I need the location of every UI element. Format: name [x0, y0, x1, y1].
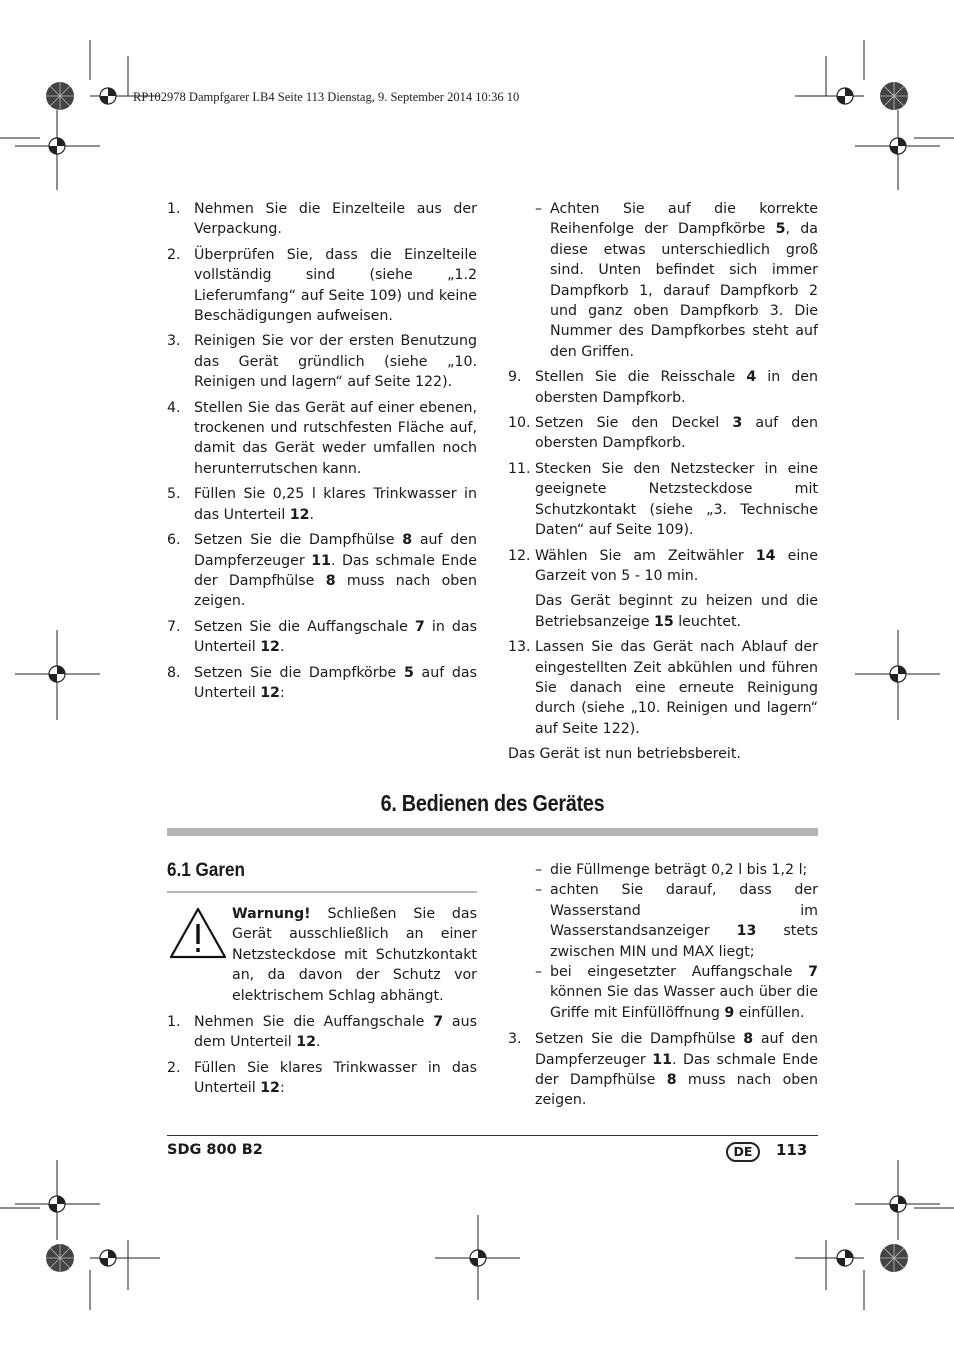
step-number: 3.	[508, 1031, 522, 1048]
step-text: Nehmen Sie die Auffangschale 7 aus dem Unterteil 12.	[194, 1014, 477, 1051]
step-number: 1.	[167, 1014, 181, 1031]
setup-step-9	[508, 367, 818, 408]
subsection-title: 6.1 Garen	[167, 860, 245, 881]
fill-note-1: – die Füllmenge beträgt 0,2 l bis 1,2 l;	[535, 862, 808, 878]
setup-steps-right	[508, 199, 818, 765]
footer-model: SDG 800 B2	[167, 1142, 263, 1158]
step-text: Setzen Sie die Dampfhülse 8 auf den Dampferzeuger 11. Das schmale Ende der Dampfhülse 8 muss nach oben zeigen.	[535, 1031, 818, 1109]
step-number: 1.	[167, 201, 181, 217]
garen-step-3	[508, 1029, 818, 1111]
step-text: Füllen Sie 0,25 l klares Trinkwasser in das Unterteil 12.	[194, 486, 477, 523]
step-number: 2.	[167, 246, 181, 263]
fill-note-2: – achten Sie darauf, dass der Wasserstand im Wasserstandsanzeiger 13 stets zwischen MIN und MAX liegt;	[535, 882, 818, 960]
setup-step-8	[167, 663, 477, 704]
dampfkorb-order-note: – Achten Sie auf die korrekte Reihenfolge der Dampfkörbe 5, da diese etwas unterschiedlich groß sind. Unten befindet sich immer Dampfkorb 1, darauf Dampfkorb 2 und ganz oben Dampfkorb 3. Die Nummer des Dampfkorbes steht auf den Griffen.	[535, 201, 818, 360]
setup-step-7	[167, 617, 477, 658]
step-text: Setzen Sie die Dampfhülse 8 auf den Dampferzeuger 11. Das schmale Ende der Dampfhülse 8 muss nach oben zeigen.	[194, 532, 477, 610]
step-number: 10.	[508, 415, 531, 432]
setup-steps-left	[167, 199, 477, 708]
step-number: 3.	[167, 333, 181, 350]
setup-step-2	[167, 245, 477, 327]
step-text: Überprüfen Sie, dass die Einzelteile vollständig sind (siehe „1.2 Lieferumfang“ auf Seite 109) und keine Beschädigungen aufweisen.	[194, 246, 477, 325]
step-text: Stecken Sie den Netzstecker in eine geeignete Netzsteckdose mit Schutzkontakt (siehe „3. Technische Daten“ auf Seite 109).	[535, 460, 818, 539]
warning-text: Warnung! Schließen Sie das Gerät ausschließlich an einer Netzsteckdose mit Schutzkontakt an, da davon der Schutz vor elektrischem Schlag abhängt.	[232, 906, 477, 1004]
ready-text: Das Gerät ist nun betriebsbereit.	[508, 746, 741, 763]
step-number: 12.	[508, 547, 531, 564]
step-text: Reinigen Sie vor der ersten Benutzung das Gerät gründlich (siehe „10. Reinigen und lagern“ auf Seite 122).	[194, 333, 477, 391]
footer-rule	[167, 1135, 818, 1136]
step-number: 2.	[167, 1059, 181, 1076]
setup-step-1	[167, 199, 477, 240]
garen-step-2	[167, 1058, 477, 1099]
setup-step-6	[167, 530, 477, 612]
section-title: 6. Bedienen des Gerätes	[380, 790, 605, 816]
setup-step-3	[167, 331, 477, 392]
step-number: 6.	[167, 532, 181, 549]
setup-step-11	[508, 459, 818, 541]
subsection-underline	[167, 891, 477, 893]
warning-triangle-icon	[169, 906, 227, 960]
garen-step-1	[167, 1012, 477, 1053]
step-text: Stellen Sie das Gerät auf einer ebenen, trockenen und rutschfesten Fläche auf, damit das Gerät weder umfallen noch herunterrutschen kann.	[194, 399, 477, 477]
step-text: Setzen Sie die Dampfkörbe 5 auf das Unterteil 12:	[194, 664, 477, 701]
garen-right	[508, 860, 818, 1116]
setup-step-4	[167, 398, 477, 480]
setup-step-note-4	[508, 591, 818, 632]
step-text: Setzen Sie die Auffangschale 7 in das Unterteil 12.	[194, 618, 477, 656]
step-number: 5.	[167, 486, 181, 503]
setup-step-13	[508, 637, 818, 739]
setup-step-5	[167, 484, 477, 525]
print-slug: RP102978 Dampfgarer LB4 Seite 113 Dienstag, 9. September 2014 10:36 10	[133, 90, 520, 104]
step-text: Das Gerät beginnt zu heizen und die Betriebsanzeige 15 leuchtet.	[535, 593, 818, 630]
step-text: Wählen Sie am Zeitwähler 14 eine Garzeit von 5 - 10 min.	[535, 547, 818, 584]
step-number: 7.	[167, 618, 181, 635]
page-number: 113	[776, 1141, 808, 1159]
setup-step-10	[508, 413, 818, 454]
warning-box	[167, 904, 477, 1104]
language-badge: DE	[726, 1142, 760, 1162]
step-text: Füllen Sie klares Trinkwasser in das Unterteil 12:	[194, 1059, 477, 1097]
step-number: 13.	[508, 639, 531, 656]
section-divider	[167, 828, 818, 836]
step-text: Lassen Sie das Gerät nach Ablauf der eingestellten Zeit abkühlen und führen Sie danach eine erneute Reinigung durch (siehe „10. Reinigen und lagern“ auf Seite 122).	[535, 639, 818, 737]
step-text: Stellen Sie die Reisschale 4 in den obersten Dampfkorb.	[535, 369, 819, 406]
fill-note-3: – bei eingesetzter Auffangschale 7 können Sie das Wasser auch über die Griffe mit Einfüllöffnung 9 einfüllen.	[535, 964, 818, 1021]
step-number: 8.	[167, 664, 181, 681]
step-number: 9.	[508, 369, 522, 386]
step-number: 11.	[508, 460, 531, 477]
step-number: 4.	[167, 399, 181, 416]
step-text: Nehmen Sie die Einzelteile aus der Verpackung.	[194, 201, 477, 238]
step-text: Setzen Sie den Deckel 3 auf den obersten Dampfkorb.	[535, 415, 818, 452]
setup-step-12	[508, 546, 818, 587]
